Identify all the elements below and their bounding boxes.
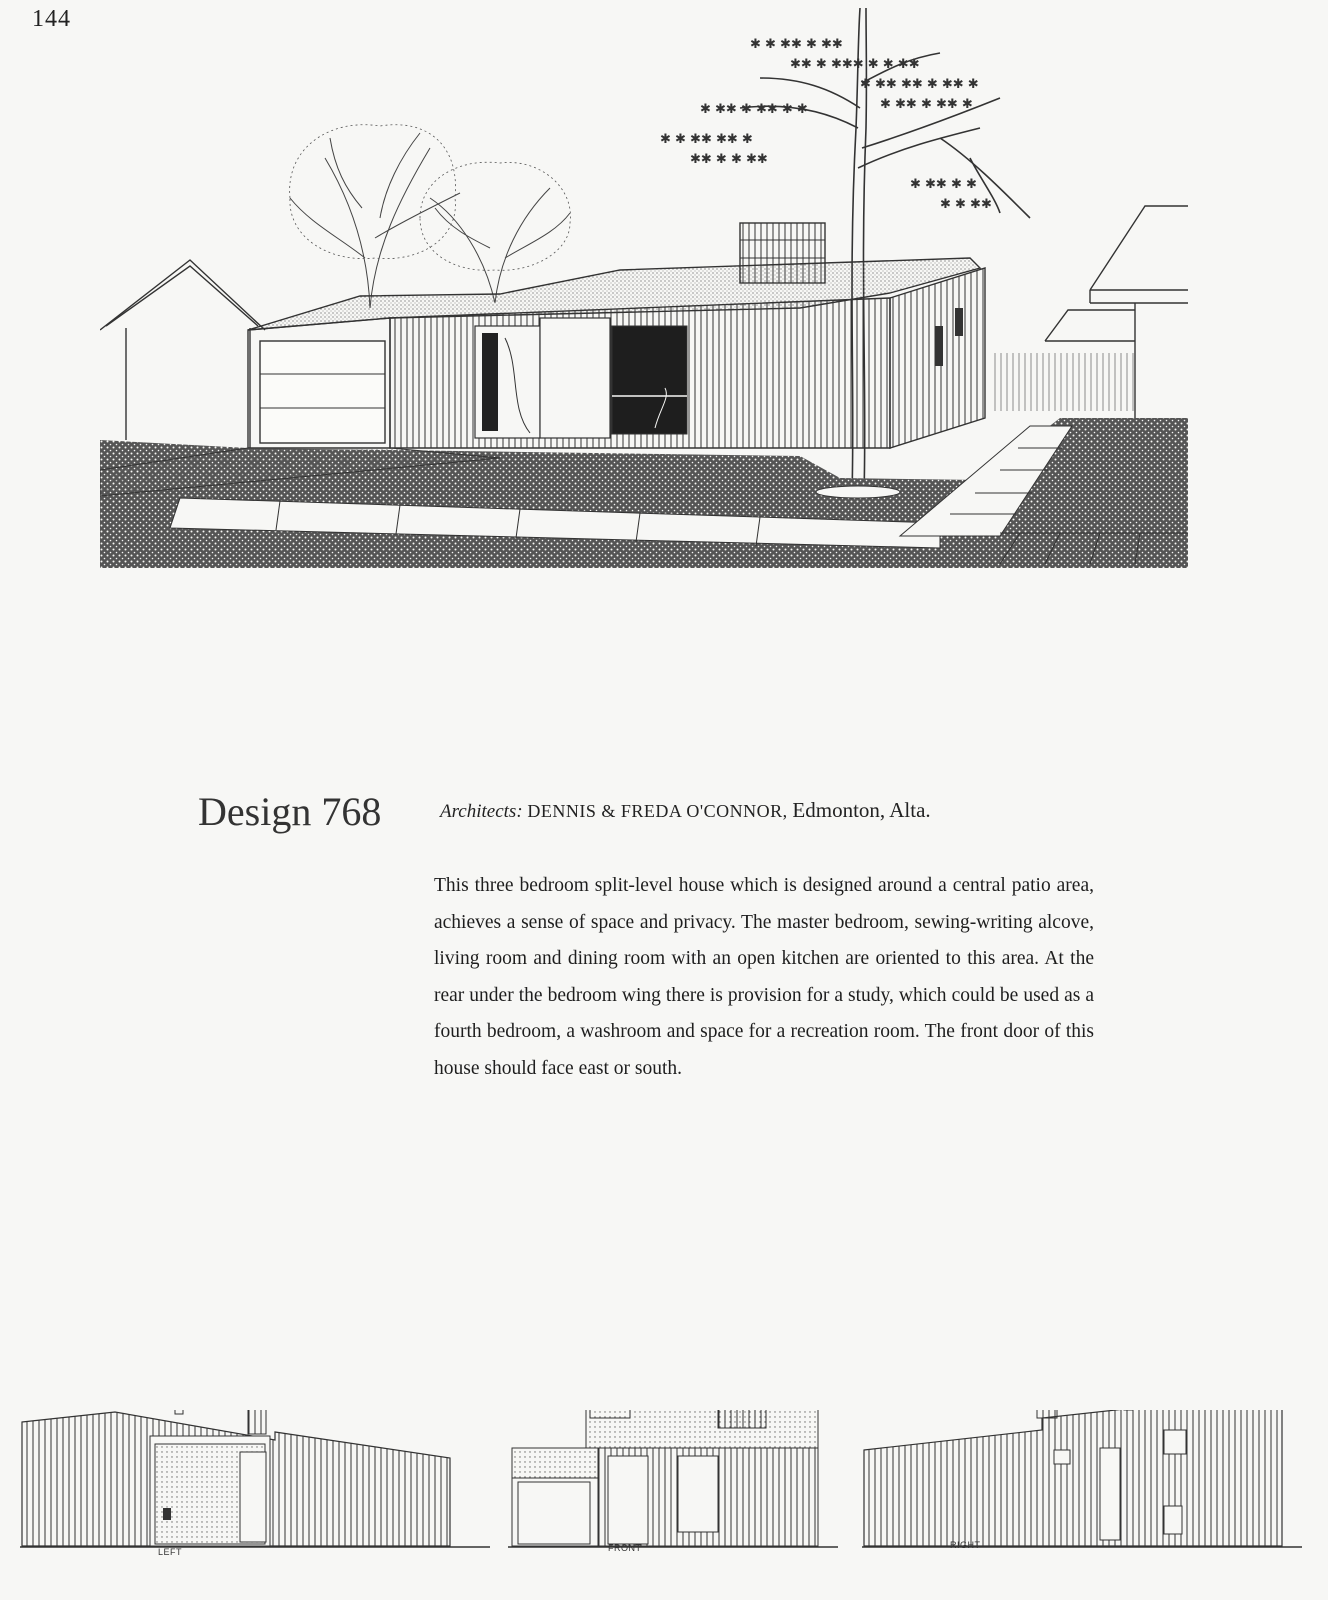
architects-names: DENNIS & FREDA O'CONNOR, [527, 801, 788, 821]
architects-location: Edmonton, Alta. [792, 798, 931, 822]
front-elevation-label: FRONT [608, 1543, 642, 1553]
svg-text:✱ ✱✱ ✱ ✱✱ ✱ ✱: ✱ ✱✱ ✱ ✱✱ ✱ ✱ [700, 102, 808, 117]
page-number: 144 [32, 6, 71, 32]
svg-text:✱ ✱ ✱✱ ✱✱ ✱: ✱ ✱ ✱✱ ✱✱ ✱ [660, 132, 753, 147]
left-elevation-label: LEFT [158, 1547, 183, 1557]
svg-text:✱✱ ✱ ✱ ✱✱: ✱✱ ✱ ✱ ✱✱ [690, 152, 768, 167]
right-elevation-label: RIGHT [950, 1540, 981, 1550]
svg-text:✱ ✱ ✱✱: ✱ ✱ ✱✱ [940, 197, 992, 212]
svg-text:✱✱ ✱ ✱✱✱ ✱ ✱ ✱✱: ✱✱ ✱ ✱✱✱ ✱ ✱ ✱✱ [790, 57, 920, 72]
right-elevation-drawing [862, 1410, 1306, 1560]
svg-text:✱ ✱✱ ✱✱ ✱ ✱✱ ✱: ✱ ✱✱ ✱✱ ✱ ✱✱ ✱ [860, 77, 979, 92]
left-elevation-drawing [20, 1410, 500, 1560]
svg-text:✱ ✱✱ ✱ ✱✱ ✱: ✱ ✱✱ ✱ ✱✱ ✱ [880, 97, 973, 112]
svg-text:✱ ✱✱ ✱ ✱: ✱ ✱✱ ✱ ✱ [910, 177, 977, 192]
design-title: Design 768 [198, 789, 382, 834]
architects-credit [440, 798, 931, 823]
front-elevation-drawing [508, 1410, 844, 1560]
architects-label: Architects: [440, 801, 523, 822]
house-perspective-drawing [100, 8, 1220, 586]
design-description: This three bedroom split-level house which is designed around a central patio area, achieves a sense of space and privacy. The master bedroom, sewing-writing alcove, living room and dining room with an open kitchen are oriented to this area. At the rear under the bedroom wing there is provision for a study, which could be used as a fourth bedroom, a washroom and space for a recreation room. The front door of this house should face east or south. [434, 875, 1094, 1079]
svg-text:✱ ✱ ✱✱ ✱ ✱✱: ✱ ✱ ✱✱ ✱ ✱✱ [750, 37, 843, 52]
